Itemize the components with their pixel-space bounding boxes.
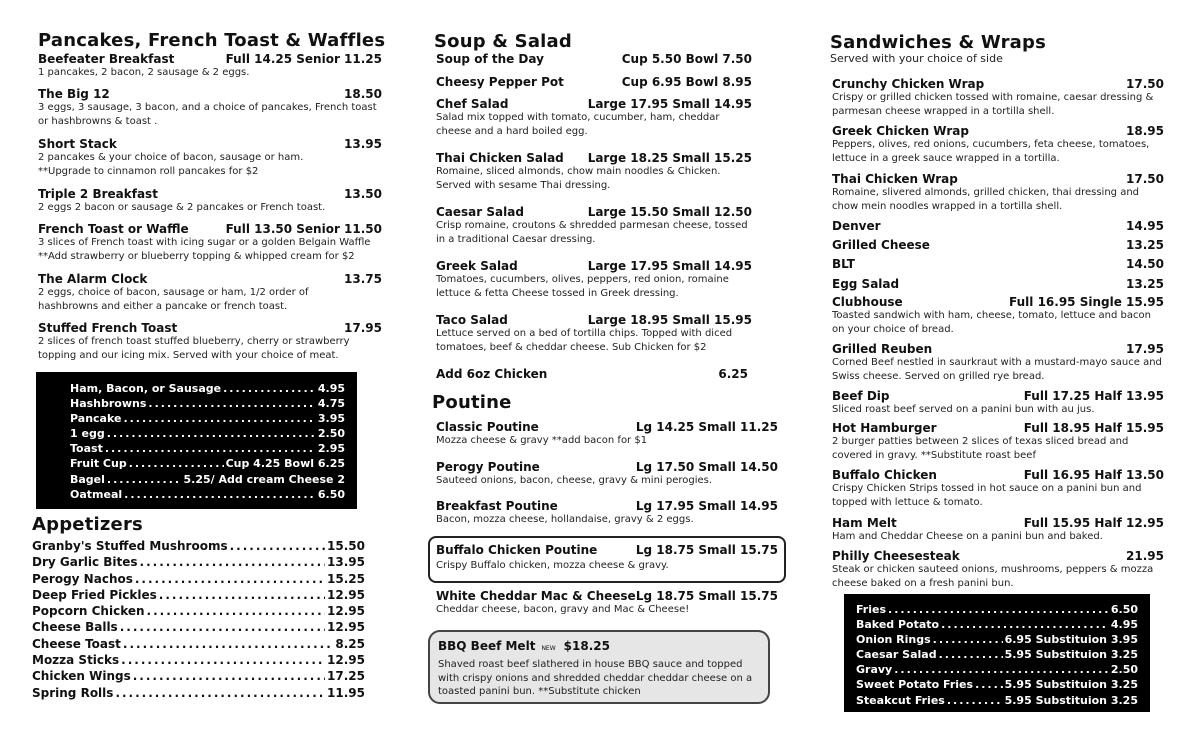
item-desc: Salad mix topped with tomato, cucumber, ham, cheddar cheese and a hard boiled egg. <box>436 112 720 137</box>
item-price: 14.95 <box>1126 219 1164 233</box>
soup-item <box>436 75 752 89</box>
salad-item <box>436 259 752 301</box>
item-name: Hot Hamburger <box>832 421 937 435</box>
appetizer-name: Dry Garlic Bites <box>32 555 138 570</box>
sandwich-item <box>832 124 1164 166</box>
appetizer-name: Cheese Balls <box>32 620 118 635</box>
item-price: 13.50 <box>344 187 382 201</box>
salad-item <box>436 205 752 247</box>
side-name: Onion Rings <box>856 633 931 647</box>
item-desc: Romaine, sliced almonds, chow main noodles & Chicken. Served with sesame Thai dressing. <box>436 166 721 191</box>
side-name: Sweet Potato Fries <box>856 678 974 692</box>
salad-item <box>436 151 752 193</box>
item-desc: 2 eggs, choice of bacon, sausage or ham, 1/2 order of hashbrowns and either a pancake or french toast. <box>38 287 309 312</box>
sandwich-item <box>832 219 1164 233</box>
appetizer-price: 12.95 <box>327 653 365 668</box>
breakfast-item <box>38 321 382 363</box>
item-desc: Corned Beef nestled in saurkraut with a mustard-mayo sauce and Swiss cheese. Served on grilled rye bread. <box>832 357 1162 382</box>
item-price: 13.95 <box>344 137 382 151</box>
sandwich-item <box>832 172 1164 214</box>
breakfast-item <box>38 222 382 264</box>
appetizer-row <box>32 652 365 668</box>
sandwich-item <box>832 516 1164 544</box>
breakfast-sides-box <box>36 372 357 509</box>
item-desc: Sauteed onions, bacon, cheese, gravy & mini perogies. <box>436 475 713 486</box>
side-name: Fries <box>856 603 887 616</box>
poutine-item <box>436 460 778 488</box>
item-name: The Big 12 <box>38 87 110 101</box>
item-name: BLT <box>832 257 855 271</box>
item-name: Breakfast Poutine <box>436 499 558 513</box>
item-price: 6.25 <box>718 367 748 381</box>
section-title-appetizers: Appetizers <box>32 514 143 535</box>
side-price: 4.95 <box>1110 618 1138 632</box>
side-name: Ham, Bacon, or Sausage <box>70 382 222 395</box>
sandwich-item <box>832 389 1164 417</box>
item-note: **Add strawberry or blueberry topping & whipped cream for $2 <box>38 251 355 262</box>
side-price: 5.95 Substituion 3.25 <box>1004 678 1138 692</box>
appetizer-name: Chicken Wings <box>32 669 131 684</box>
salad-item <box>436 97 752 139</box>
item-name: Grilled Cheese <box>832 238 930 252</box>
side-price: 6.95 Substituion 3.95 <box>1004 633 1138 647</box>
item-name: Buffalo Chicken <box>832 468 937 482</box>
side-row <box>70 472 345 487</box>
item-desc: Toasted sandwich with ham, cheese, tomato, lettuce and bacon on your choice of bread. <box>832 310 1151 335</box>
item-price: 18.50 <box>344 87 382 101</box>
side-name: Gravy <box>856 663 893 677</box>
item-name: Add 6oz Chicken <box>436 367 548 381</box>
appetizer-price: 15.50 <box>327 539 365 553</box>
appetizer-name: Spring Rolls <box>32 685 114 700</box>
appetizer-price: 12.95 <box>327 587 365 602</box>
appetizer-price: 13.95 <box>327 555 365 570</box>
side-row <box>856 662 1138 677</box>
side-price: 5.25/ Add cream Cheese 2 <box>183 472 345 486</box>
sandwich-item <box>832 342 1164 384</box>
sandwich-item <box>832 468 1164 510</box>
item-price: 13.75 <box>344 272 382 286</box>
appetizer-row <box>32 603 365 619</box>
item-name: Greek Chicken Wrap <box>832 124 969 138</box>
item-desc: 2 pancakes & your choice of bacon, sausage or ham. <box>38 152 304 163</box>
item-price: Large 17.95 Small 14.95 <box>587 259 752 273</box>
side-row <box>70 426 345 441</box>
side-name: Caesar Salad <box>856 648 937 662</box>
item-name: Classic Poutine <box>436 420 539 434</box>
item-price: 17.50 <box>1126 172 1164 186</box>
item-name: Perogy Poutine <box>436 460 540 474</box>
appetizer-row <box>32 619 365 635</box>
side-row <box>856 632 1138 647</box>
appetizer-price: 12.95 <box>327 604 365 619</box>
item-desc: Sliced roast beef served on a panini bun with au jus. <box>832 404 1095 415</box>
side-price: 4.95 <box>317 382 345 395</box>
item-desc: 1 pancakes, 2 bacon, 2 sausage & 2 eggs. <box>38 67 250 78</box>
item-price: $18.25 <box>563 639 610 653</box>
buffalo-poutine-box <box>428 536 786 583</box>
side-name: Steakcut Fries <box>856 693 945 707</box>
appetizer-name: Cheese Toast <box>32 636 121 651</box>
item-name: Triple 2 Breakfast <box>38 187 158 201</box>
section-title-poutine: Poutine <box>432 392 512 413</box>
item-price: Lg 17.50 Small 14.50 <box>635 460 778 474</box>
sandwich-item <box>832 238 1164 252</box>
side-row <box>856 693 1138 708</box>
sandwich-item <box>832 549 1164 591</box>
item-desc: Cheddar cheese, bacon, gravy and Mac & Cheese! <box>436 604 690 615</box>
item-price: 13.25 <box>1126 238 1164 252</box>
item-name: Buffalo Chicken Poutine <box>436 543 598 557</box>
appetizer-name: Deep Fried Pickles <box>32 587 157 602</box>
appetizer-price: 15.25 <box>327 571 365 586</box>
appetizer-name: Granby's Stuffed Mushrooms <box>32 539 228 553</box>
item-name: Taco Salad <box>436 313 508 327</box>
side-row <box>70 381 345 396</box>
item-name: BBQ Beef Melt <box>438 639 536 653</box>
item-name: Greek Salad <box>436 259 518 273</box>
section-title-breakfast: Pancakes, French Toast & Waffles <box>38 30 386 51</box>
appetizer-price: 17.25 <box>327 669 365 684</box>
item-name: Chef Salad <box>436 97 509 111</box>
appetizer-row <box>32 685 365 701</box>
side-row <box>856 677 1138 692</box>
side-price: Cup 4.25 Bowl 6.25 <box>225 457 345 471</box>
mac-cheese-item <box>436 589 778 617</box>
item-desc: Shaved roast beef slathered in house BBQ sauce and topped with crispy onions and shredded cheddar cheddar cheese on a toasted panini bun. **Substitute chicken <box>438 659 753 697</box>
item-price: Large 18.95 Small 15.95 <box>587 313 752 327</box>
item-price: Large 18.25 Small 15.25 <box>587 151 752 165</box>
item-price: Full 14.25 Senior 11.25 <box>225 52 382 66</box>
section-title-sandwiches: Sandwiches & Wraps <box>830 32 1047 53</box>
side-price: 6.50 <box>317 487 345 501</box>
item-desc: 3 eggs, 3 sausage, 3 bacon, and a choice of pancakes, French toast or hashbrowns & toast . <box>38 102 377 127</box>
section-subtitle: Served with your choice of side <box>830 52 1003 65</box>
breakfast-item <box>38 272 382 314</box>
item-name: Thai Chicken Wrap <box>832 172 958 186</box>
item-note: **Upgrade to cinnamon roll pancakes for $2 <box>38 166 259 177</box>
item-price: 17.50 <box>1126 77 1164 91</box>
appetizer-name: Popcorn Chicken <box>32 604 145 619</box>
appetizer-price: 11.95 <box>327 685 365 700</box>
item-desc: Crispy or grilled chicken tossed with romaine, caesar dressing & parmesan cheese wrapped in a tortilla shell. <box>832 92 1154 117</box>
breakfast-item <box>38 87 382 129</box>
appetizer-row <box>32 636 365 652</box>
side-row <box>856 602 1138 617</box>
sandwich-item <box>832 77 1164 119</box>
item-price: Full 17.25 Half 13.95 <box>1023 389 1164 403</box>
sandwich-item <box>832 277 1164 291</box>
poutine-item <box>436 420 778 448</box>
item-price: Large 17.95 Small 14.95 <box>587 97 752 111</box>
appetizer-name: Mozza Sticks <box>32 653 120 668</box>
item-desc: 2 eggs 2 bacon or sausage & 2 pancakes or French toast. <box>38 202 326 213</box>
side-row <box>70 396 345 411</box>
item-price: Lg 17.95 Small 14.95 <box>635 499 778 513</box>
side-name: Bagel <box>70 472 105 486</box>
item-price: Lg 14.25 Small 11.25 <box>635 420 778 434</box>
breakfast-item <box>38 52 382 80</box>
side-name: Hashbrowns <box>70 397 147 411</box>
item-price: Full 18.95 Half 15.95 <box>1023 421 1164 435</box>
sandwich-item <box>832 295 1164 337</box>
item-name: Soup of the Day <box>436 52 544 66</box>
soup-item <box>436 52 752 66</box>
side-name: Baked Potato <box>856 618 940 632</box>
side-row <box>70 441 345 456</box>
side-price: 5.95 Substituion 3.25 <box>1004 693 1138 707</box>
side-name: Pancake <box>70 412 122 426</box>
item-price: 13.25 <box>1126 277 1164 291</box>
sandwich-sides-box <box>844 594 1150 712</box>
side-price: 6.50 <box>1110 603 1138 616</box>
sandwich-item <box>832 421 1164 463</box>
item-name: Beefeater Breakfast <box>38 52 175 66</box>
appetizer-row <box>32 571 365 587</box>
side-price: 5.95 Substituion 3.25 <box>1004 648 1138 662</box>
item-price: 17.95 <box>344 321 382 335</box>
item-name: Stuffed French Toast <box>38 321 178 335</box>
side-name: Toast <box>70 442 103 456</box>
side-row <box>856 617 1138 632</box>
item-desc: 2 slices of french toast stuffed blueberry, cherry or strawberry topping and our icing mix. Served with your choice of meat. <box>38 336 350 361</box>
side-name: Fruit Cup <box>70 457 127 471</box>
item-desc: Ham and Cheddar Cheese on a panini bun and baked. <box>832 531 1103 542</box>
item-price: Full 13.50 Senior 11.50 <box>225 222 382 236</box>
item-name: Crunchy Chicken Wrap <box>832 77 985 91</box>
item-name: The Alarm Clock <box>38 272 148 286</box>
item-price: 14.50 <box>1126 257 1164 271</box>
item-desc: Bacon, mozza cheese, hollandaise, gravy & 2 eggs. <box>436 514 694 525</box>
add-chicken-item <box>436 367 752 381</box>
appetizer-row <box>32 538 365 554</box>
item-name: Cheesy Pepper Pot <box>436 75 564 89</box>
item-name: Grilled Reuben <box>832 342 933 356</box>
item-name: Caesar Salad <box>436 205 524 219</box>
item-name: Beef Dip <box>832 389 890 403</box>
item-price: Cup 5.50 Bowl 7.50 <box>621 52 752 66</box>
item-desc: Crispy Buffalo chicken, mozza cheese & gravy. <box>436 560 669 571</box>
item-desc: Tomatoes, cucumbers, olives, peppers, red onion, romaine lettuce & fetta Cheese tossed in Greek dressing. <box>436 274 729 299</box>
item-name: Egg Salad <box>832 277 900 291</box>
item-name: French Toast or Waffle <box>38 222 189 236</box>
item-desc: Steak or chicken sauteed onions, mushrooms, peppers & mozza cheese baked on a fresh panini bun. <box>832 564 1154 589</box>
item-desc: Romaine, slivered almonds, grilled chicken, thai dressing and chow mein noodles wrapped in a tortilla shell. <box>832 187 1140 212</box>
item-desc: Lettuce served on a bed of tortilla chips. Topped with diced tomatoes, beef & cheddar cheese. Sub Chicken for $2 <box>436 328 733 353</box>
appetizer-price: 8.25 <box>335 636 365 651</box>
appetizer-row <box>32 668 365 684</box>
side-price: 2.95 <box>317 442 345 456</box>
item-desc: Crisp romaine, croutons & shredded parmesan cheese, tossed in a traditional Caesar dressing. <box>436 220 748 245</box>
breakfast-item <box>38 137 382 179</box>
item-price: Lg 18.75 Small 15.75 <box>635 543 778 557</box>
side-row <box>856 647 1138 662</box>
sandwich-item <box>832 257 1164 271</box>
side-price: 4.75 <box>317 397 345 411</box>
item-name: Short Stack <box>38 137 117 151</box>
item-desc: Mozza cheese & gravy **add bacon for $1 <box>436 435 648 446</box>
appetizer-list <box>32 538 365 701</box>
item-name: Denver <box>832 219 881 233</box>
appetizer-row <box>32 587 365 603</box>
side-name: Oatmeal <box>70 487 123 501</box>
item-price: Full 16.95 Single 15.95 <box>1009 295 1164 309</box>
side-price: 2.50 <box>1110 663 1138 677</box>
side-name: 1 egg <box>70 427 105 441</box>
item-desc: 3 slices of French toast with icing sugar or a golden Belgain Waffle <box>38 237 371 248</box>
side-row <box>70 411 345 426</box>
item-price: Cup 6.95 Bowl 8.95 <box>621 75 752 89</box>
item-price: 21.95 <box>1126 549 1164 563</box>
side-price: 2.50 <box>317 427 345 441</box>
item-name: Philly Cheesesteak <box>832 549 960 563</box>
side-row <box>70 456 345 471</box>
item-price: 18.95 <box>1126 124 1164 138</box>
item-price: Lg 18.75 Small 15.75 <box>635 589 778 603</box>
item-price: Full 15.95 Half 12.95 <box>1023 516 1164 530</box>
item-price: Full 16.95 Half 13.50 <box>1023 468 1164 482</box>
breakfast-item <box>38 187 382 215</box>
item-name: White Cheddar Mac & Cheese <box>436 589 636 603</box>
item-name: Thai Chicken Salad <box>436 151 564 165</box>
item-price: Large 15.50 Small 12.50 <box>587 205 752 219</box>
new-badge: NEW <box>541 645 556 652</box>
bbq-beef-melt-box <box>428 630 770 704</box>
item-name: Ham Melt <box>832 516 897 530</box>
side-row <box>70 487 345 502</box>
poutine-item <box>436 499 778 527</box>
section-title-soup-salad: Soup & Salad <box>434 31 572 52</box>
item-price: 17.95 <box>1126 342 1164 356</box>
appetizer-row <box>32 554 365 570</box>
item-desc: 2 burger patties between 2 slices of texas sliced bread and covered in gravy. **Substitute roast beef <box>832 436 1129 461</box>
appetizer-name: Perogy Nachos <box>32 571 133 586</box>
item-name: Clubhouse <box>832 295 903 309</box>
item-desc: Crispy Chicken Strips tossed in hot sauce on a panini bun and topped with lettuce & tomato. <box>832 483 1142 508</box>
side-price: 3.95 <box>317 412 345 426</box>
appetizer-price: 12.95 <box>327 620 365 635</box>
item-desc: Peppers, olives, red onions, cucumbers, feta cheese, tomatoes, lettuce in a greek sauce wrapped in a tortilla. <box>832 139 1150 164</box>
salad-item <box>436 313 752 355</box>
